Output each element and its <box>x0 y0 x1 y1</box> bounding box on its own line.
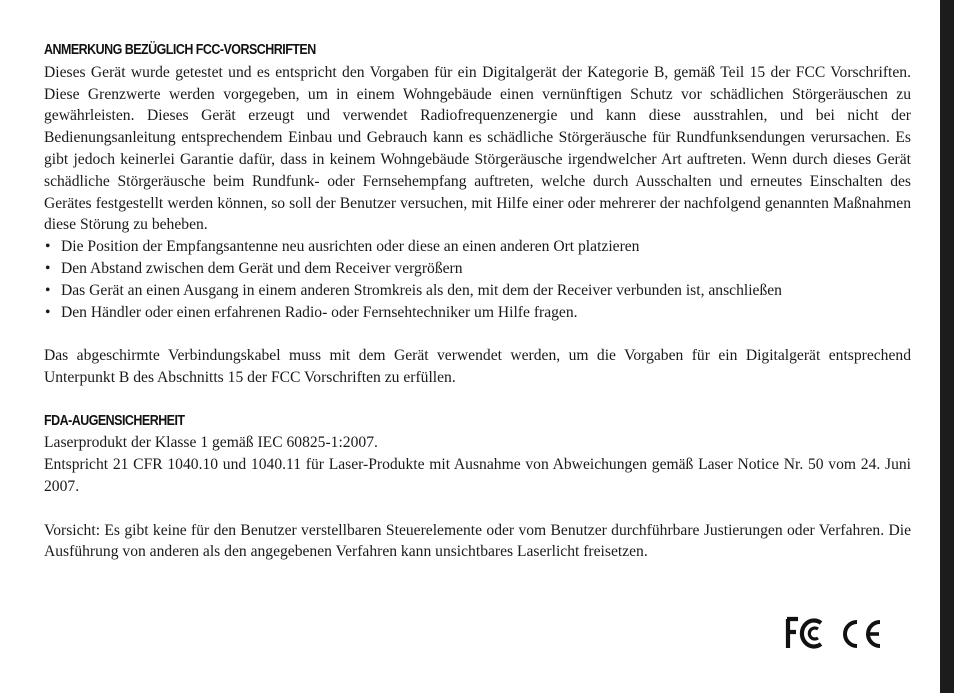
fda-heading: FDA-AUGENSICHERHEIT <box>44 412 185 429</box>
spacer <box>44 323 911 345</box>
list-item: • Das Gerät an einen Ausgang in einem anderen Stromkreis als den, mit dem der Receiver verbunden ist, anschließen <box>44 280 911 302</box>
fcc-measures-list <box>44 236 911 323</box>
spacer <box>44 389 911 411</box>
fcc-heading: ANMERKUNG BEZÜGLICH FCC-VORSCHRIFTEN <box>44 42 316 58</box>
list-item: • Den Händler oder einen erfahrenen Radio- oder Fernsehtechniker um Hilfe fragen. <box>44 302 911 324</box>
document-body <box>44 40 911 563</box>
ce-mark-icon <box>845 622 880 646</box>
page-edge-bar <box>940 0 954 693</box>
list-item: • Den Abstand zwischen dem Gerät und dem Receiver vergrößern <box>44 258 911 280</box>
spacer <box>44 498 911 520</box>
fda-caution: Vorsicht: Es gibt keine für den Benutzer verstellbaren Steuerelemente oder vom Benutzer durchführbare Justierungen oder Verfahren. Die Ausführung von anderen als den angegebenen Verfahren kann unsichtbares Laserlicht freisetzen. <box>44 521 911 561</box>
fcc-logo-icon <box>787 619 821 648</box>
cable-note: Das abgeschirmte Verbindungskabel muss mit dem Gerät verwendet werden, um die Vorgaben für ein Digitalgerät entsprechend Unterpunkt B des Abschnitts 15 der FCC Vorschriften zu erfüllen. <box>44 347 911 386</box>
list-item: • Die Position der Empfangsantenne neu ausrichten oder diese an einen anderen Ort platzieren <box>44 236 911 258</box>
fcc-paragraph: Dieses Gerät wurde getestet und es entspricht den Vorgaben für ein Digitalgerät der Kategorie B, gemäß Teil 15 der FCC Vorschriften. Diese Grenzwerte werden vorgegeben, um in einem Wohngebäude einen vernünftigen Schutz vor schädlichen Störgeräuschen zu gewährleisten. Dieses Gerät erzeugt und verwendet Radiofrequenzenergie und kann diese ausstrahlen, und bei nicht der Bedienungsanleitung entsprechendem Einbau und Gebrauch kann es schädliche Störgeräusche für Rundfunksendungen verursachen. Es gibt jedoch keinerlei Garantie dafür, dass in keinem Wohngebäude Störgeräusche irgendwelcher Art auftreten. Wenn durch dieses Gerät schädliche Störgeräusche beim Rundfunk- oder Fernsehempfang auftreten, welche durch Ausschalten und erneutes Einschalten des Gerätes festgestellt werden können, so soll der Benutzer versuchen, mit Hilfe einer oder mehrerer der nachfolgend genannten Maßnahmen diese Störung zu beheben. <box>44 63 911 234</box>
certification-logos <box>783 614 888 654</box>
fda-line-cfr: Entspricht 21 CFR 1040.10 und 1040.11 für Laser-Produkte mit Ausnahme von Abweichungen gemäß Laser Notice Nr. 50 vom 24. Juni 2007. <box>44 456 911 495</box>
fda-line-class: Laserprodukt der Klasse 1 gemäß IEC 60825-1:2007. <box>44 434 378 452</box>
